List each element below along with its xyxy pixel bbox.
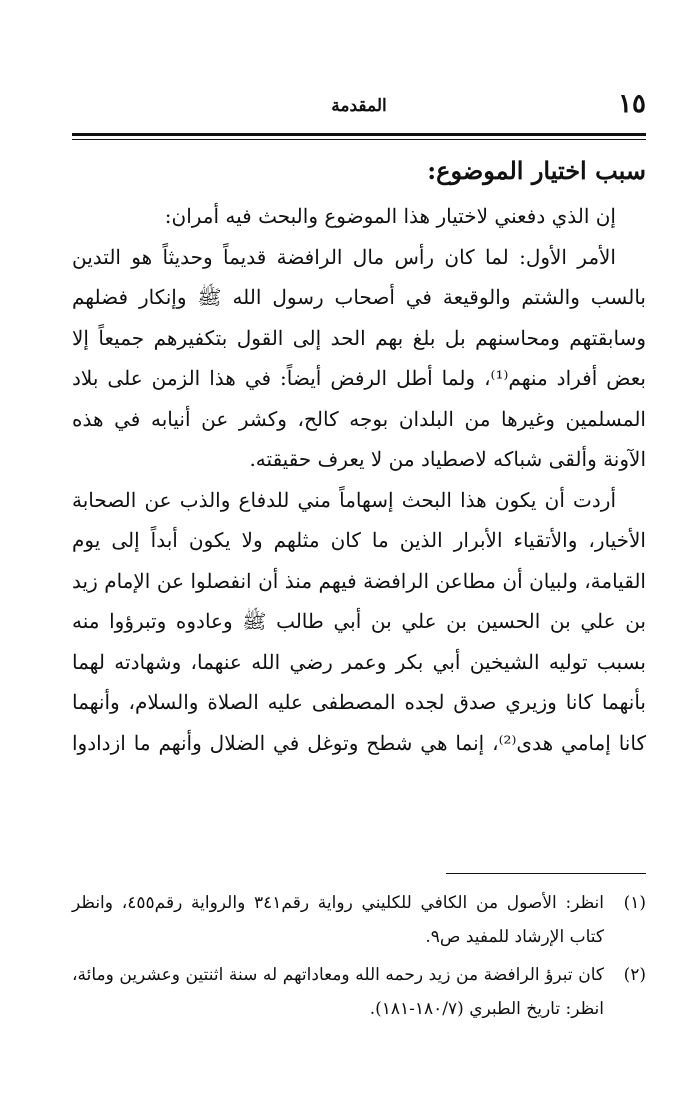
paragraph-purpose: أردت أن يكون هذا البحث إسهاماً مني للدفاع والذب عن الصحابة الأخيار، والأتقياء الأبرار الذين ما كان مثلهم ولا يكون أبداً إلى يوم القيامة، ولبيان أن مطاعن الرافضة فيهم منذ أن انفصلوا عن الإمام زيد بن علي بن الحسين بن علي بن أبي طالب ﷺ وعادوه وتبرؤوا منه بسبب توليه الشيخين أبي بكر وعمر رضي الله عنهما، وشهادته لهما بأنهما كانا وزيري صدق لجده المصطفى عليه الصلاة والسلام، وأنهما كانا إمامي هدى⁽²⁾، إنما هي شطح وتوغل في الضلال وأنهم ما ازدادوا (72, 487, 646, 755)
page-number: ١٥ (618, 89, 646, 119)
section-heading: سبب اختيار الموضوع: (427, 156, 646, 185)
footnote-number: (١) (623, 893, 646, 913)
footnote-2 (72, 958, 646, 1026)
paragraph-first-reason: الأمر الأول: لما كان رأس مال الرافضة قديماً وحديثاً هو التدين بالسب والشتم والوقيعة في أصحاب رسول الله ﷺ وإنكار فضلهم وسابقتهم ومحاسنهم بل بلغ بهم الحد إلى القول بتكفيرهم جميعاً إلا بعض أفراد منهم⁽¹⁾، ولما أطل الرفض أيضاً: في هذا الزمن على بلاد المسلمين وغيرها من البلدان بوجه كالح، وكشر عن أنيابه في هذه الآونة وألقى شباكه لاصطياد من لا يعرف حقيقته. (72, 244, 646, 471)
footnote-text: انظر: الأصول من الكافي للكليني رواية رقم٣٤١ والرواية رقم٤٥٥، وانظر كتاب الإرشاد للمفيد ص٩. (72, 893, 605, 947)
main-text (72, 148, 646, 763)
footnote-separator (446, 873, 646, 874)
running-head (72, 88, 646, 124)
footnotes (72, 886, 646, 1030)
footnote-text: كان تبرؤ الرافضة من زيد رحمه الله ومعاداتهم له سنة اثنتين وعشرين ومائة، انظر: تاريخ الطبري (١٨٠/٧-١٨١). (72, 965, 604, 1019)
chapter-title: المقدمة (331, 96, 387, 116)
footnote-1 (72, 886, 646, 954)
book-page (72, 0, 646, 1115)
footnote-number: (٢) (623, 965, 646, 985)
header-rule-thick (72, 133, 646, 136)
header-rule-thin (72, 139, 646, 140)
paragraph-intro: إن الذي دفعني لاختيار هذا الموضوع والبحث فيه أمران: (164, 204, 616, 228)
